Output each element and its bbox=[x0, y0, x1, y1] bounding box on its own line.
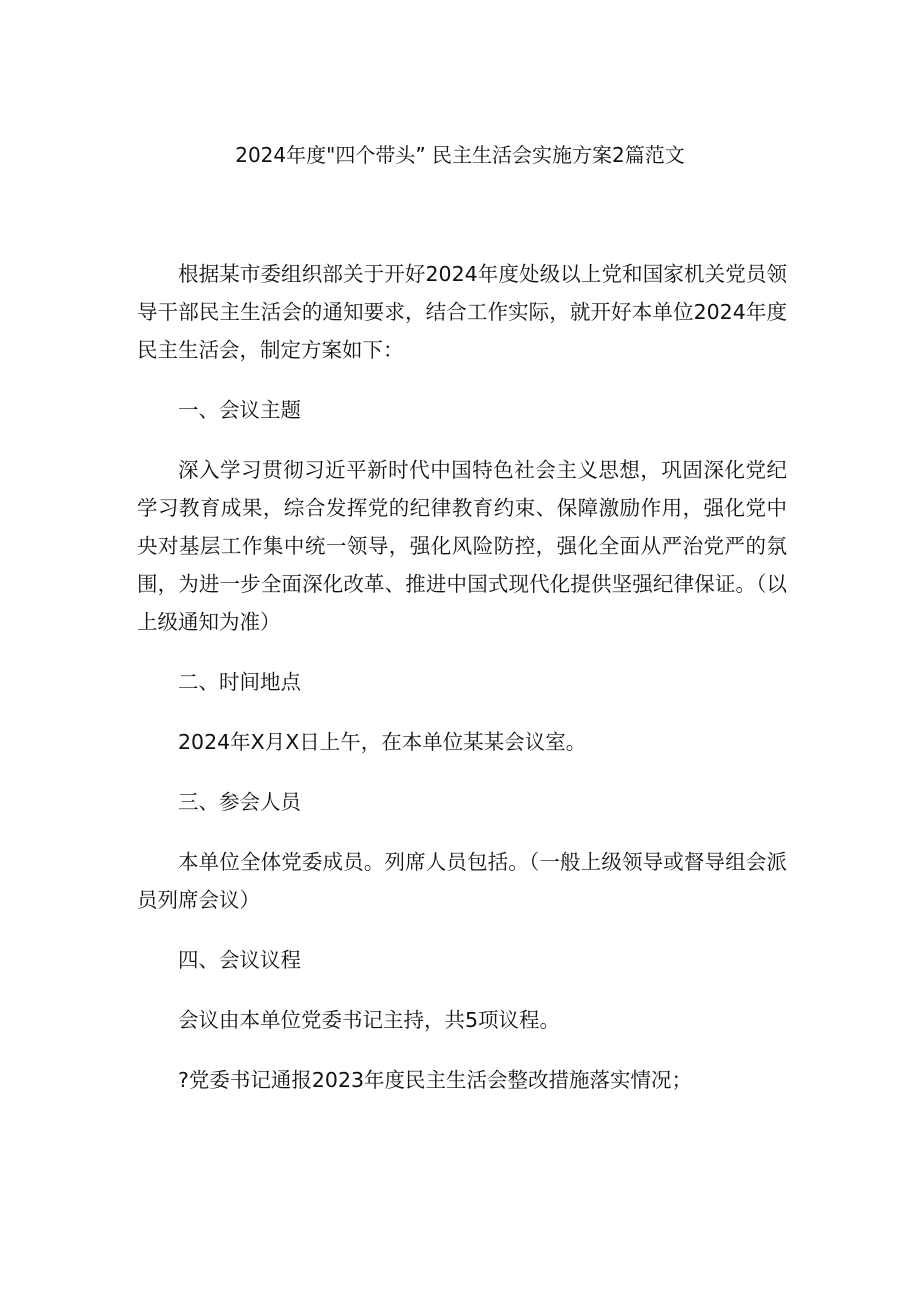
section-heading-attendees: 三、参会人员 bbox=[178, 790, 301, 814]
attendees-paragraph: 本单位全体党委成员。列席人员包括。（一般上级领导或督导组会派员列席会议） bbox=[137, 850, 787, 912]
section-heading-meeting-theme: 一、会议主题 bbox=[178, 398, 301, 422]
paragraph-gap bbox=[137, 701, 787, 723]
paragraph-gap bbox=[137, 821, 787, 843]
paragraph-gap bbox=[137, 1039, 787, 1061]
paragraph-gap bbox=[137, 919, 787, 941]
document-title: 2024年度"四个带头” 民主生活会实施方案2篇范文 bbox=[235, 143, 685, 167]
agenda-item-paragraph: ?党委书记通报2023年度民主生活会整改措施落实情况； bbox=[178, 1068, 693, 1092]
document-body bbox=[137, 255, 787, 1099]
section-heading-time-place: 二、时间地点 bbox=[178, 670, 301, 694]
section-heading-agenda: 四、会议议程 bbox=[178, 948, 301, 972]
paragraph-gap bbox=[137, 429, 787, 451]
intro-paragraph: 根据某市委组织部关于开好2024年度处级以上党和国家机关党员领导干部民主生活会的通知要求，结合工作实际，就开好本单位2024年度民主生活会，制定方案如下： bbox=[137, 262, 787, 362]
time-place-paragraph: 2024年X月X日上午，在本单位某某会议室。 bbox=[178, 730, 587, 754]
paragraph-gap bbox=[137, 761, 787, 783]
paragraph-gap bbox=[137, 641, 787, 663]
paragraph-gap bbox=[137, 979, 787, 1001]
meeting-theme-paragraph: 深入学习贯彻习近平新时代中国特色社会主义思想，巩固深化党纪学习教育成果，综合发挥党的纪律教育约束、保障激励作用，强化党中央对基层工作集中统一领导，强化风险防控，强化全面从严治党严的氛围，为进一步全面深化改革、推进中国式现代化提供坚强纪律保证。（以上级通知为准） bbox=[137, 458, 787, 634]
agenda-paragraph: 会议由本单位党委书记主持，共5项议程。 bbox=[178, 1008, 561, 1032]
paragraph-gap bbox=[137, 369, 787, 391]
